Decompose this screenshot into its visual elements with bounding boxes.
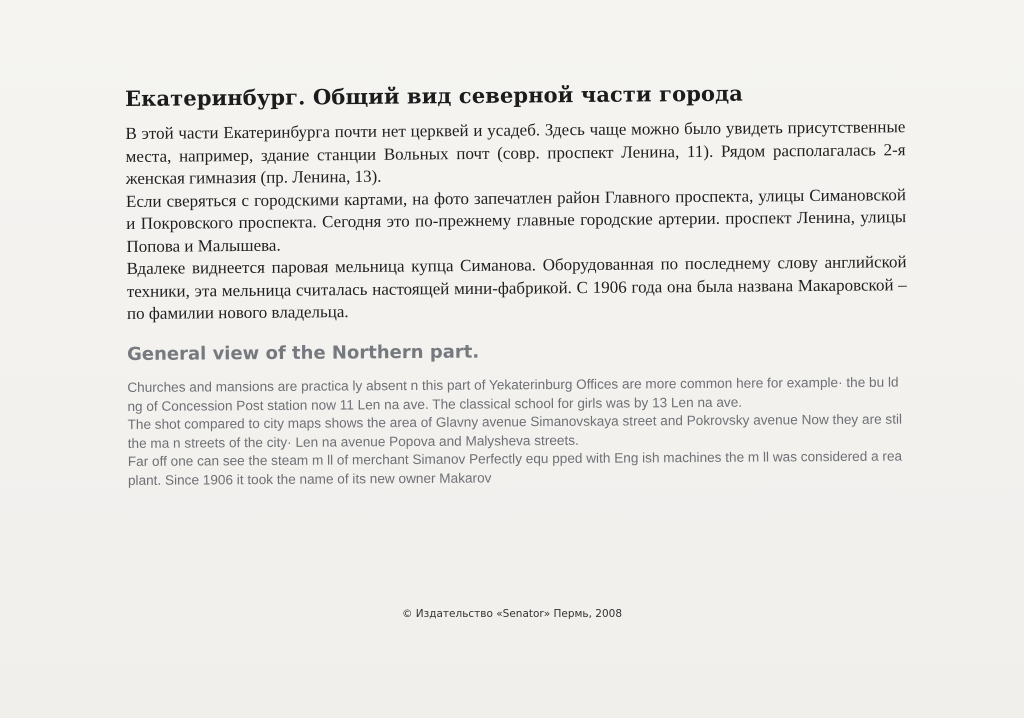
- russian-paragraph: В этой части Екатеринбурга почти нет церквей и усадеб. Здесь чаще можно было увидеть присутственные места, например, здание станции Вольных почт (совр. проспект Ленина, 11). Рядом располагалась 2-я женская гимназия (пр. Ленина, 13).: [125, 117, 906, 188]
- russian-text-block: [125, 79, 907, 325]
- copyright-notice: © Издательство «Senator» Пермь, 2008: [401, 608, 623, 620]
- english-paragraph: Far off one can see the steam m ll of merchant Simanov Perfectly equ pped with Eng ish machines the m ll was considered a rea plant. Since 1906 it took the name of its new owner Makarov: [127, 448, 903, 488]
- russian-paragraph: Если сверяться с городскими картами, на фото запечатлен район Главного проспекта, улицы Симановской и Покровского проспекта. Сегодня это по-прежнему главные городские артерии. проспект Ленина, улицы Попова и Малышева.: [125, 184, 907, 256]
- russian-title: Екатеринбург. Общий вид северной части города: [125, 80, 743, 111]
- english-text-block: [127, 339, 913, 490]
- russian-paragraph: Вдалеке виднеется паровая мельница купца Симанова. Оборудованная по последнему слову английской техники, эта мельница считалась настоящей мини-фабрикой. С 1906 года она была названа Макаровской – по фамилии нового владельца.: [126, 252, 907, 323]
- english-paragraph: Churches and mansions are practica ly absent n this part of Yekaterinburg Offices are more common here for example· the bu ld ng of Concession Post station now 11 Len na ave. The classical school for girls was by 13 Len na ave.: [127, 374, 899, 414]
- english-paragraph: The shot compared to city maps shows the area of Glavny avenue Simanovskaya street and Pokrovsky avenue Now they are stil the ma n streets of the city· Len na avenue Popova and Malysheva streets.: [127, 411, 903, 451]
- english-title: General view of the Northern part.: [127, 341, 480, 365]
